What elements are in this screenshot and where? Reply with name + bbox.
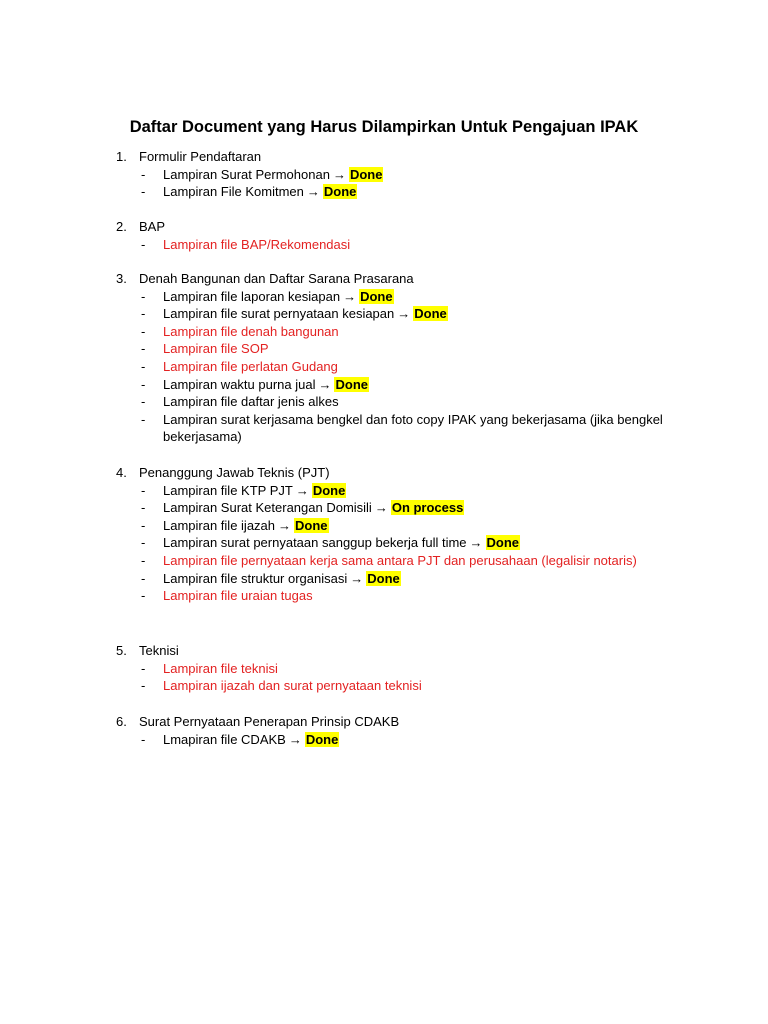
- item-label: Lampiran file uraian tugas: [163, 588, 313, 604]
- list-item: [116, 166, 716, 184]
- bullet-dash: -: [141, 166, 146, 182]
- bullet-dash: -: [141, 517, 146, 533]
- bullet-dash: -: [141, 552, 146, 568]
- list-item-text: [163, 677, 716, 695]
- list-item: [116, 482, 716, 500]
- arrow-right-icon: →: [288, 731, 302, 747]
- section-heading: [116, 713, 716, 731]
- list-item: [116, 660, 716, 678]
- list-item: [116, 677, 716, 695]
- item-label: Lampiran file daftar jenis alkes: [163, 394, 339, 410]
- item-label: Lampiran surat kerjasama bengkel dan foto copy IPAK yang bekerjasama (jika bengkel bekerjasama): [163, 411, 663, 445]
- list-item: [116, 376, 716, 394]
- list-item: [116, 411, 716, 446]
- list-item-text: [163, 534, 716, 552]
- section-number: 1.: [116, 149, 127, 164]
- arrow-right-icon: →: [469, 535, 483, 551]
- item-label: Lampiran Surat Permohonan: [163, 166, 330, 182]
- document-title: Daftar Document yang Harus Dilampirkan Untuk Pengajuan IPAK: [129, 118, 639, 136]
- bullet-dash: -: [141, 731, 146, 747]
- list-item-text: [163, 552, 716, 570]
- section-heading: [116, 218, 716, 236]
- section-heading-text: BAP: [139, 219, 166, 234]
- status-badge: Done: [305, 731, 339, 747]
- list-item-text: [163, 236, 716, 254]
- attachment-list: [116, 660, 716, 695]
- section-1: [116, 148, 716, 201]
- list-item-text: [163, 358, 716, 376]
- bullet-dash: -: [141, 236, 146, 252]
- item-label: Lampiran file laporan kesiapan: [163, 288, 341, 304]
- status-badge: Done: [360, 288, 393, 304]
- section-6: [116, 713, 716, 748]
- list-item: [116, 340, 716, 358]
- list-item: [116, 393, 716, 411]
- item-label: Lampiran Surat Keterangan Domisili: [163, 500, 372, 516]
- list-item: [116, 587, 716, 605]
- item-label: Lampiran file SOP: [163, 341, 269, 357]
- bullet-dash: -: [141, 500, 146, 516]
- bullet-dash: -: [141, 376, 146, 392]
- section-number: 3.: [116, 271, 127, 286]
- status-badge: On process: [391, 500, 464, 516]
- item-label: Lampiran file pernyataan kerja sama antara PJT dan perusahaan (legalisir notaris): [163, 552, 637, 568]
- section-heading-text: Surat Pernyataan Penerapan Prinsip CDAKB: [139, 714, 400, 729]
- status-badge: Done: [414, 306, 447, 322]
- list-item-text: [163, 482, 716, 500]
- section-heading: [116, 270, 716, 288]
- bullet-dash: -: [141, 570, 146, 586]
- arrow-right-icon: →: [397, 306, 411, 322]
- item-label: Lampiran surat pernyataan sanggup bekerja full time: [163, 535, 467, 551]
- attachment-list: [116, 731, 716, 749]
- bullet-dash: -: [141, 588, 146, 604]
- bullet-dash: -: [141, 184, 146, 200]
- section-number: 4.: [116, 465, 127, 480]
- list-item-text: [163, 731, 716, 749]
- bullet-dash: -: [141, 288, 146, 304]
- section-number: 6.: [116, 714, 127, 729]
- status-badge: Done: [323, 184, 357, 200]
- section-2: [116, 218, 716, 253]
- list-item-text: [163, 376, 716, 394]
- list-item: [116, 323, 716, 341]
- list-item: [116, 499, 716, 517]
- arrow-right-icon: →: [343, 288, 357, 304]
- attachment-list: [116, 236, 716, 254]
- bullet-dash: -: [141, 660, 146, 676]
- bullet-dash: -: [141, 678, 146, 694]
- arrow-right-icon: →: [318, 376, 332, 392]
- section-5: [116, 642, 716, 695]
- status-badge: Done: [349, 166, 383, 182]
- item-label: Lampiran waktu purna jual: [163, 376, 316, 392]
- status-badge: Done: [312, 482, 346, 498]
- list-item: [116, 552, 716, 570]
- list-item-text: [163, 166, 716, 184]
- list-item-text: [163, 499, 716, 517]
- item-label: Lampiran ijazah dan surat pernyataan teknisi: [163, 678, 422, 694]
- bullet-dash: -: [141, 341, 146, 357]
- list-item: [116, 288, 716, 306]
- arrow-right-icon: →: [295, 482, 309, 498]
- list-item-text: [163, 517, 716, 535]
- arrow-right-icon: →: [306, 184, 320, 200]
- list-item-text: [163, 660, 716, 678]
- arrow-right-icon: →: [374, 500, 388, 516]
- list-item: [116, 731, 716, 749]
- section-number: 2.: [116, 219, 127, 234]
- item-label: Lmapiran file CDAKB: [163, 731, 286, 747]
- bullet-dash: -: [141, 306, 146, 322]
- attachment-list: [116, 166, 716, 201]
- status-badge: Done: [486, 535, 520, 551]
- section-heading: [116, 148, 716, 166]
- list-item-text: [163, 587, 716, 605]
- list-item-text: [163, 411, 716, 446]
- section-heading-text: Penanggung Jawab Teknis (PJT): [139, 465, 330, 480]
- item-label: Lampiran file struktur organisasi: [163, 570, 348, 586]
- list-item: [116, 183, 716, 201]
- list-item-text: [163, 288, 716, 306]
- list-item: [116, 305, 716, 323]
- item-label: Lampiran file perlatan Gudang: [163, 358, 338, 374]
- list-item-text: [163, 305, 716, 323]
- list-item: [116, 358, 716, 376]
- arrow-right-icon: →: [278, 517, 292, 533]
- status-badge: Done: [367, 570, 400, 586]
- status-badge: Done: [335, 376, 368, 392]
- bullet-dash: -: [141, 411, 146, 427]
- item-label: Lampiran file denah bangunan: [163, 323, 339, 339]
- bullet-dash: -: [141, 535, 146, 551]
- section-heading: [116, 642, 716, 660]
- list-item-text: [163, 340, 716, 358]
- arrow-right-icon: →: [332, 166, 346, 182]
- list-item-text: [163, 323, 716, 341]
- list-item-text: [163, 183, 716, 201]
- bullet-dash: -: [141, 482, 146, 498]
- attachment-list: [116, 482, 716, 605]
- status-badge: Done: [295, 517, 328, 533]
- arrow-right-icon: →: [350, 570, 364, 586]
- list-item: [116, 517, 716, 535]
- section-heading-text: Formulir Pendaftaran: [139, 149, 262, 164]
- item-label: Lampiran file surat pernyataan kesiapan: [163, 306, 395, 322]
- section-3: [116, 270, 716, 446]
- section-heading-text: Teknisi: [139, 643, 179, 658]
- item-label: Lampiran File Komitmen: [163, 184, 304, 200]
- list-item: [116, 570, 716, 588]
- item-label: Lampiran file ijazah: [163, 517, 276, 533]
- item-label: Lampiran file BAP/Rekomendasi: [163, 236, 351, 252]
- bullet-dash: -: [141, 394, 146, 410]
- section-heading-text: Denah Bangunan dan Daftar Sarana Prasarana: [139, 271, 414, 286]
- item-label: Lampiran file teknisi: [163, 660, 278, 676]
- section-number: 5.: [116, 643, 127, 658]
- attachment-list: [116, 288, 716, 446]
- list-item: [116, 236, 716, 254]
- section-heading: [116, 464, 716, 482]
- bullet-dash: -: [141, 358, 146, 374]
- item-label: Lampiran file KTP PJT: [163, 482, 293, 498]
- bullet-dash: -: [141, 323, 146, 339]
- list-item-text: [163, 393, 716, 411]
- section-4: [116, 464, 716, 605]
- list-item: [116, 534, 716, 552]
- list-item-text: [163, 570, 716, 588]
